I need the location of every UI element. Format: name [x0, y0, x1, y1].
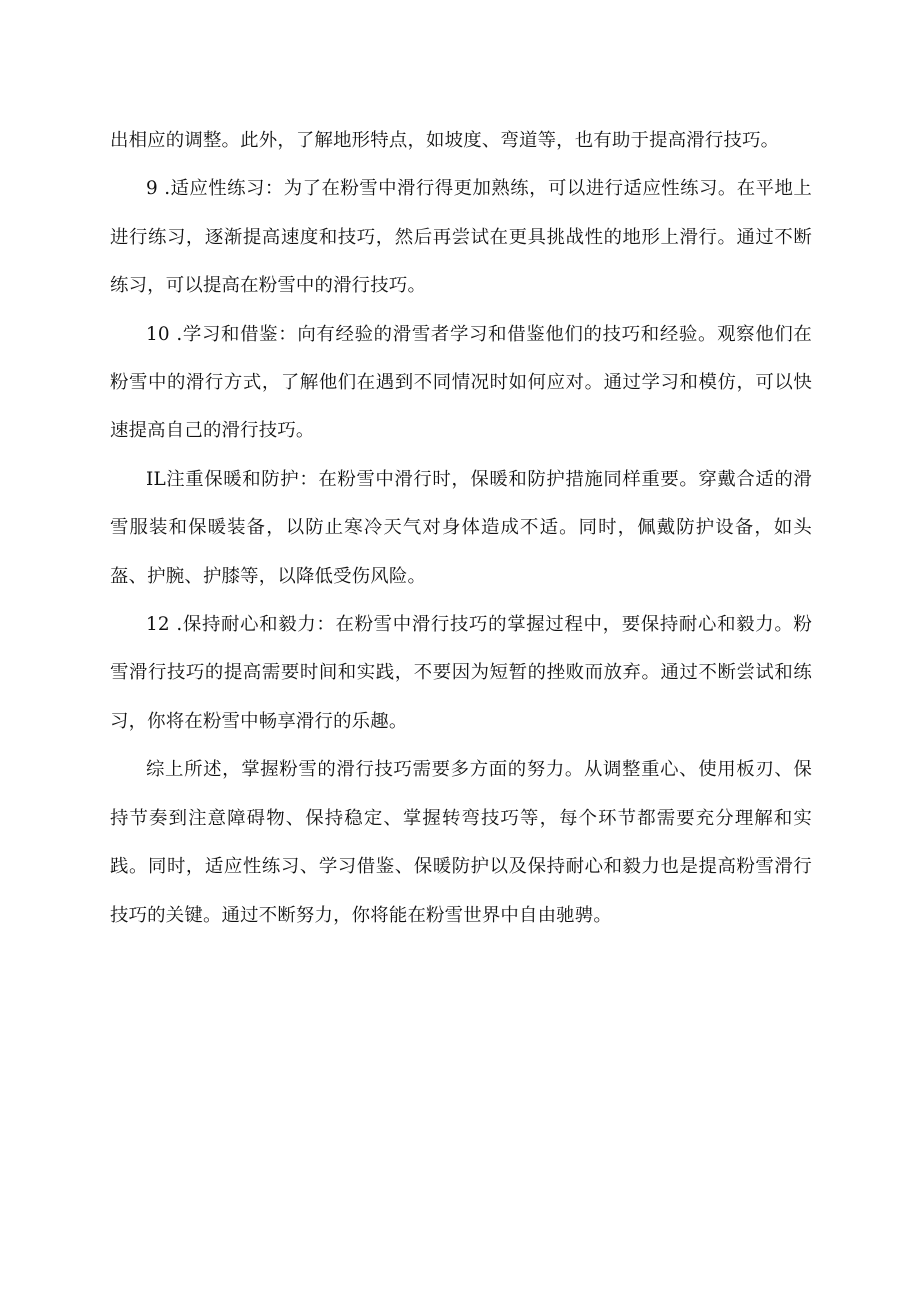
- paragraph-summary: 综上所述，掌握粉雪的滑行技巧需要多方面的努力。从调整重心、使用板刃、保持节奏到注意障碍物、保持稳定、掌握转弯技巧等，每个环节都需要充分理解和实践。同时，适应性练习、学习借鉴、保暖防护以及保持耐心和毅力也是提高粉雪滑行技巧的关键。通过不断努力，你将能在粉雪世界中自由驰骋。: [110, 759, 812, 926]
- paragraph-item-11: IL注重保暖和防护：在粉雪中滑行时，保暖和防护措施同样重要。穿戴合适的滑雪服装和保暖装备，以防止寒冷天气对身体造成不适。同时，佩戴防护设备，如头盔、护腕、护膝等，以降低受伤风险。: [110, 468, 812, 587]
- paragraph-continuation: 出相应的调整。此外，了解地形特点，如坡度、弯道等，也有助于提高滑行技巧。: [110, 130, 780, 151]
- document-body: [110, 117, 812, 940]
- paragraph-item-9: 9 .适应性练习：为了在粉雪中滑行得更加熟练，可以进行适应性练习。在平地上进行练习，逐渐提高速度和技巧，然后再尝试在更具挑战性的地形上滑行。通过不断练习，可以提高在粉雪中的滑行技巧。: [110, 178, 812, 297]
- paragraph-item-12: 12 .保持耐心和毅力：在粉雪中滑行技巧的掌握过程中，要保持耐心和毅力。粉雪滑行技巧的提高需要时间和实践，不要因为短暂的挫败而放弃。通过不断尝试和练习，你将在粉雪中畅享滑行的乐趣。: [110, 614, 812, 732]
- paragraph-item-10: 10 .学习和借鉴：向有经验的滑雪者学习和借鉴他们的技巧和经验。观察他们在粉雪中的滑行方式，了解他们在遇到不同情况时如何应对。通过学习和模仿，可以快速提高自己的滑行技巧。: [110, 323, 812, 442]
